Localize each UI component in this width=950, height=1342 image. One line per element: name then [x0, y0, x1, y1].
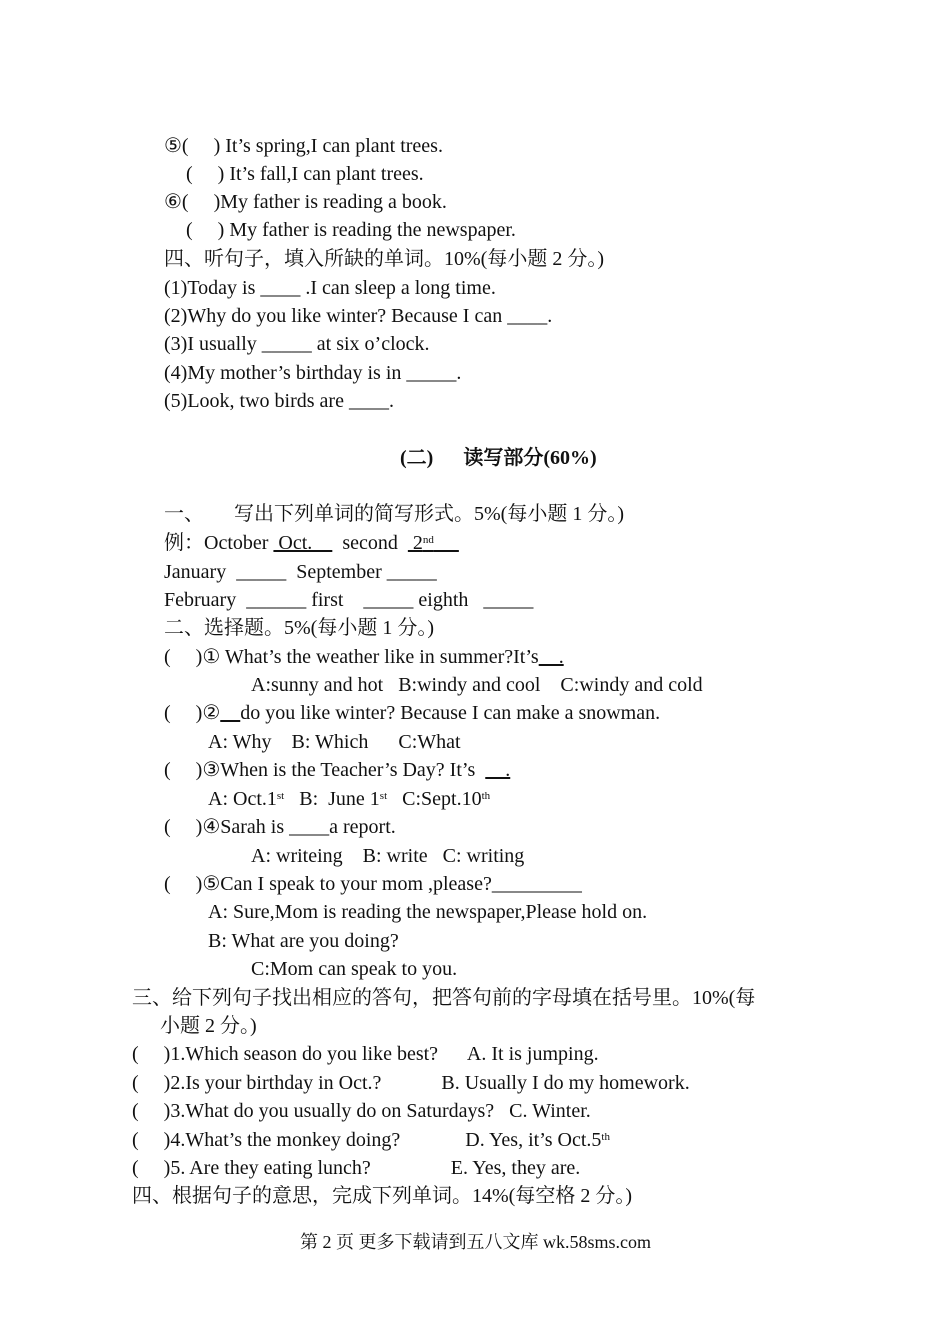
q3-option-c: C:Sept.10: [387, 788, 482, 810]
match-row-4: [132, 1128, 610, 1152]
match-row-5: ( )5. Are they eating lunch? E. Yes, they are.: [132, 1157, 581, 1179]
choice-option-5b: B: What are you doing?: [208, 930, 399, 952]
q3-option-b: B: June 1: [284, 788, 380, 810]
choice-options-2: A: Why B: Which C:What: [208, 731, 461, 753]
match-row-4-sup: th: [601, 1131, 610, 1143]
choice-question-2: [164, 701, 660, 725]
q3-option-a-sup: st: [276, 790, 285, 802]
q3-option-c-sup: th: [481, 790, 491, 802]
q2-blank: [220, 702, 240, 724]
listening-item-6a: ⑥( )My father is reading a book.: [164, 191, 447, 213]
abbrev-row-1: January _____ September _____: [164, 561, 437, 583]
choice-options-4: A: writeing B: write C: writing: [251, 845, 525, 867]
choice-options-1: A:sunny and hot B:windy and cool C:windy and cold: [251, 674, 703, 696]
match-row-4-text: ( )4.What’s the monkey doing? D. Yes, it’s Oct.5: [132, 1129, 602, 1151]
fill-item-3: (3)I usually _____ at six o’clock.: [164, 333, 430, 355]
listening-item-5a: ⑤( ) It’s spring,I can plant trees.: [164, 135, 443, 157]
q3-blank: .: [485, 759, 511, 781]
section-heading-match-2: 小题 2 分。): [160, 1015, 257, 1037]
choice-question-3: [164, 758, 510, 782]
match-row-3: ( )3.What do you usually do on Saturdays? C. Winter.: [132, 1100, 591, 1122]
match-row-1: ( )1.Which season do you like best? A. It is jumping.: [132, 1043, 599, 1065]
q2-post: do you like winter? Because I can make a snowman.: [240, 702, 661, 724]
section-heading-choice: 二、选择题。5%(每小题 1 分。): [164, 617, 434, 639]
choice-question-1: [164, 645, 564, 669]
section-heading-match-1: 三、给下列句子找出相应的答句，把答句前的字母填在括号里。10%(每: [132, 987, 756, 1009]
fill-item-5: (5)Look, two birds are ____.: [164, 390, 394, 412]
example-prefix: 例：October: [164, 532, 274, 554]
example-answer-2-pre: 2: [407, 532, 423, 554]
q3-text: ( )③When is the Teacher’s Day? It’s: [164, 759, 486, 781]
choice-question-4: ( )④Sarah is ____a report.: [164, 816, 396, 838]
fill-item-1: (1)Today is ____ .I can sleep a long time.: [164, 277, 496, 299]
example-answer-2-post: [434, 532, 459, 554]
choice-question-5: ( )⑤Can I speak to your mom ,please?_________: [164, 873, 582, 895]
q3-option-a: A: Oct.1: [208, 788, 277, 810]
example-answer-2: [408, 532, 459, 554]
example-answer-1: Oct.: [273, 532, 333, 554]
section-heading-listen-fill: 四、听句子，填入所缺的单词。10%(每小题 2 分。): [164, 248, 604, 270]
section-heading-complete: 四、根据句子的意思，完成下列单词。14%(每空格 2 分。): [132, 1185, 632, 1207]
part-two-title: (二) 读写部分(60%): [400, 447, 597, 469]
choice-options-3: [208, 787, 490, 811]
abbrev-row-2: February ______ first _____ eighth _____: [164, 589, 534, 611]
q1-blank: .: [538, 646, 564, 668]
abbrev-example: [164, 531, 459, 555]
page-footer: 第 2 页 更多下载请到五八文库 wk.58sms.com: [300, 1232, 651, 1252]
section-heading-abbrev: 一、 写出下列单词的简写形式。5%(每小题 1 分。): [164, 503, 624, 525]
example-answer-2-sup: nd: [422, 534, 434, 546]
match-row-2: ( )2.Is your birthday in Oct.? B. Usually I do my homework.: [132, 1072, 690, 1094]
choice-option-5c: C:Mom can speak to you.: [251, 958, 458, 980]
q2-pre: ( )②: [164, 702, 221, 724]
fill-item-4: (4)My mother’s birthday is in _____.: [164, 362, 462, 384]
choice-option-5a: A: Sure,Mom is reading the newspaper,Please hold on.: [208, 901, 648, 923]
fill-item-2: (2)Why do you like winter? Because I can ____.: [164, 305, 553, 327]
example-mid: second: [332, 532, 408, 554]
listening-item-5b: ( ) It’s fall,I can plant trees.: [186, 163, 424, 185]
q3-option-b-sup: st: [379, 790, 388, 802]
q1-text: ( )① What’s the weather like in summer?It’s: [164, 646, 539, 668]
listening-item-6b: ( ) My father is reading the newspaper.: [186, 219, 516, 241]
